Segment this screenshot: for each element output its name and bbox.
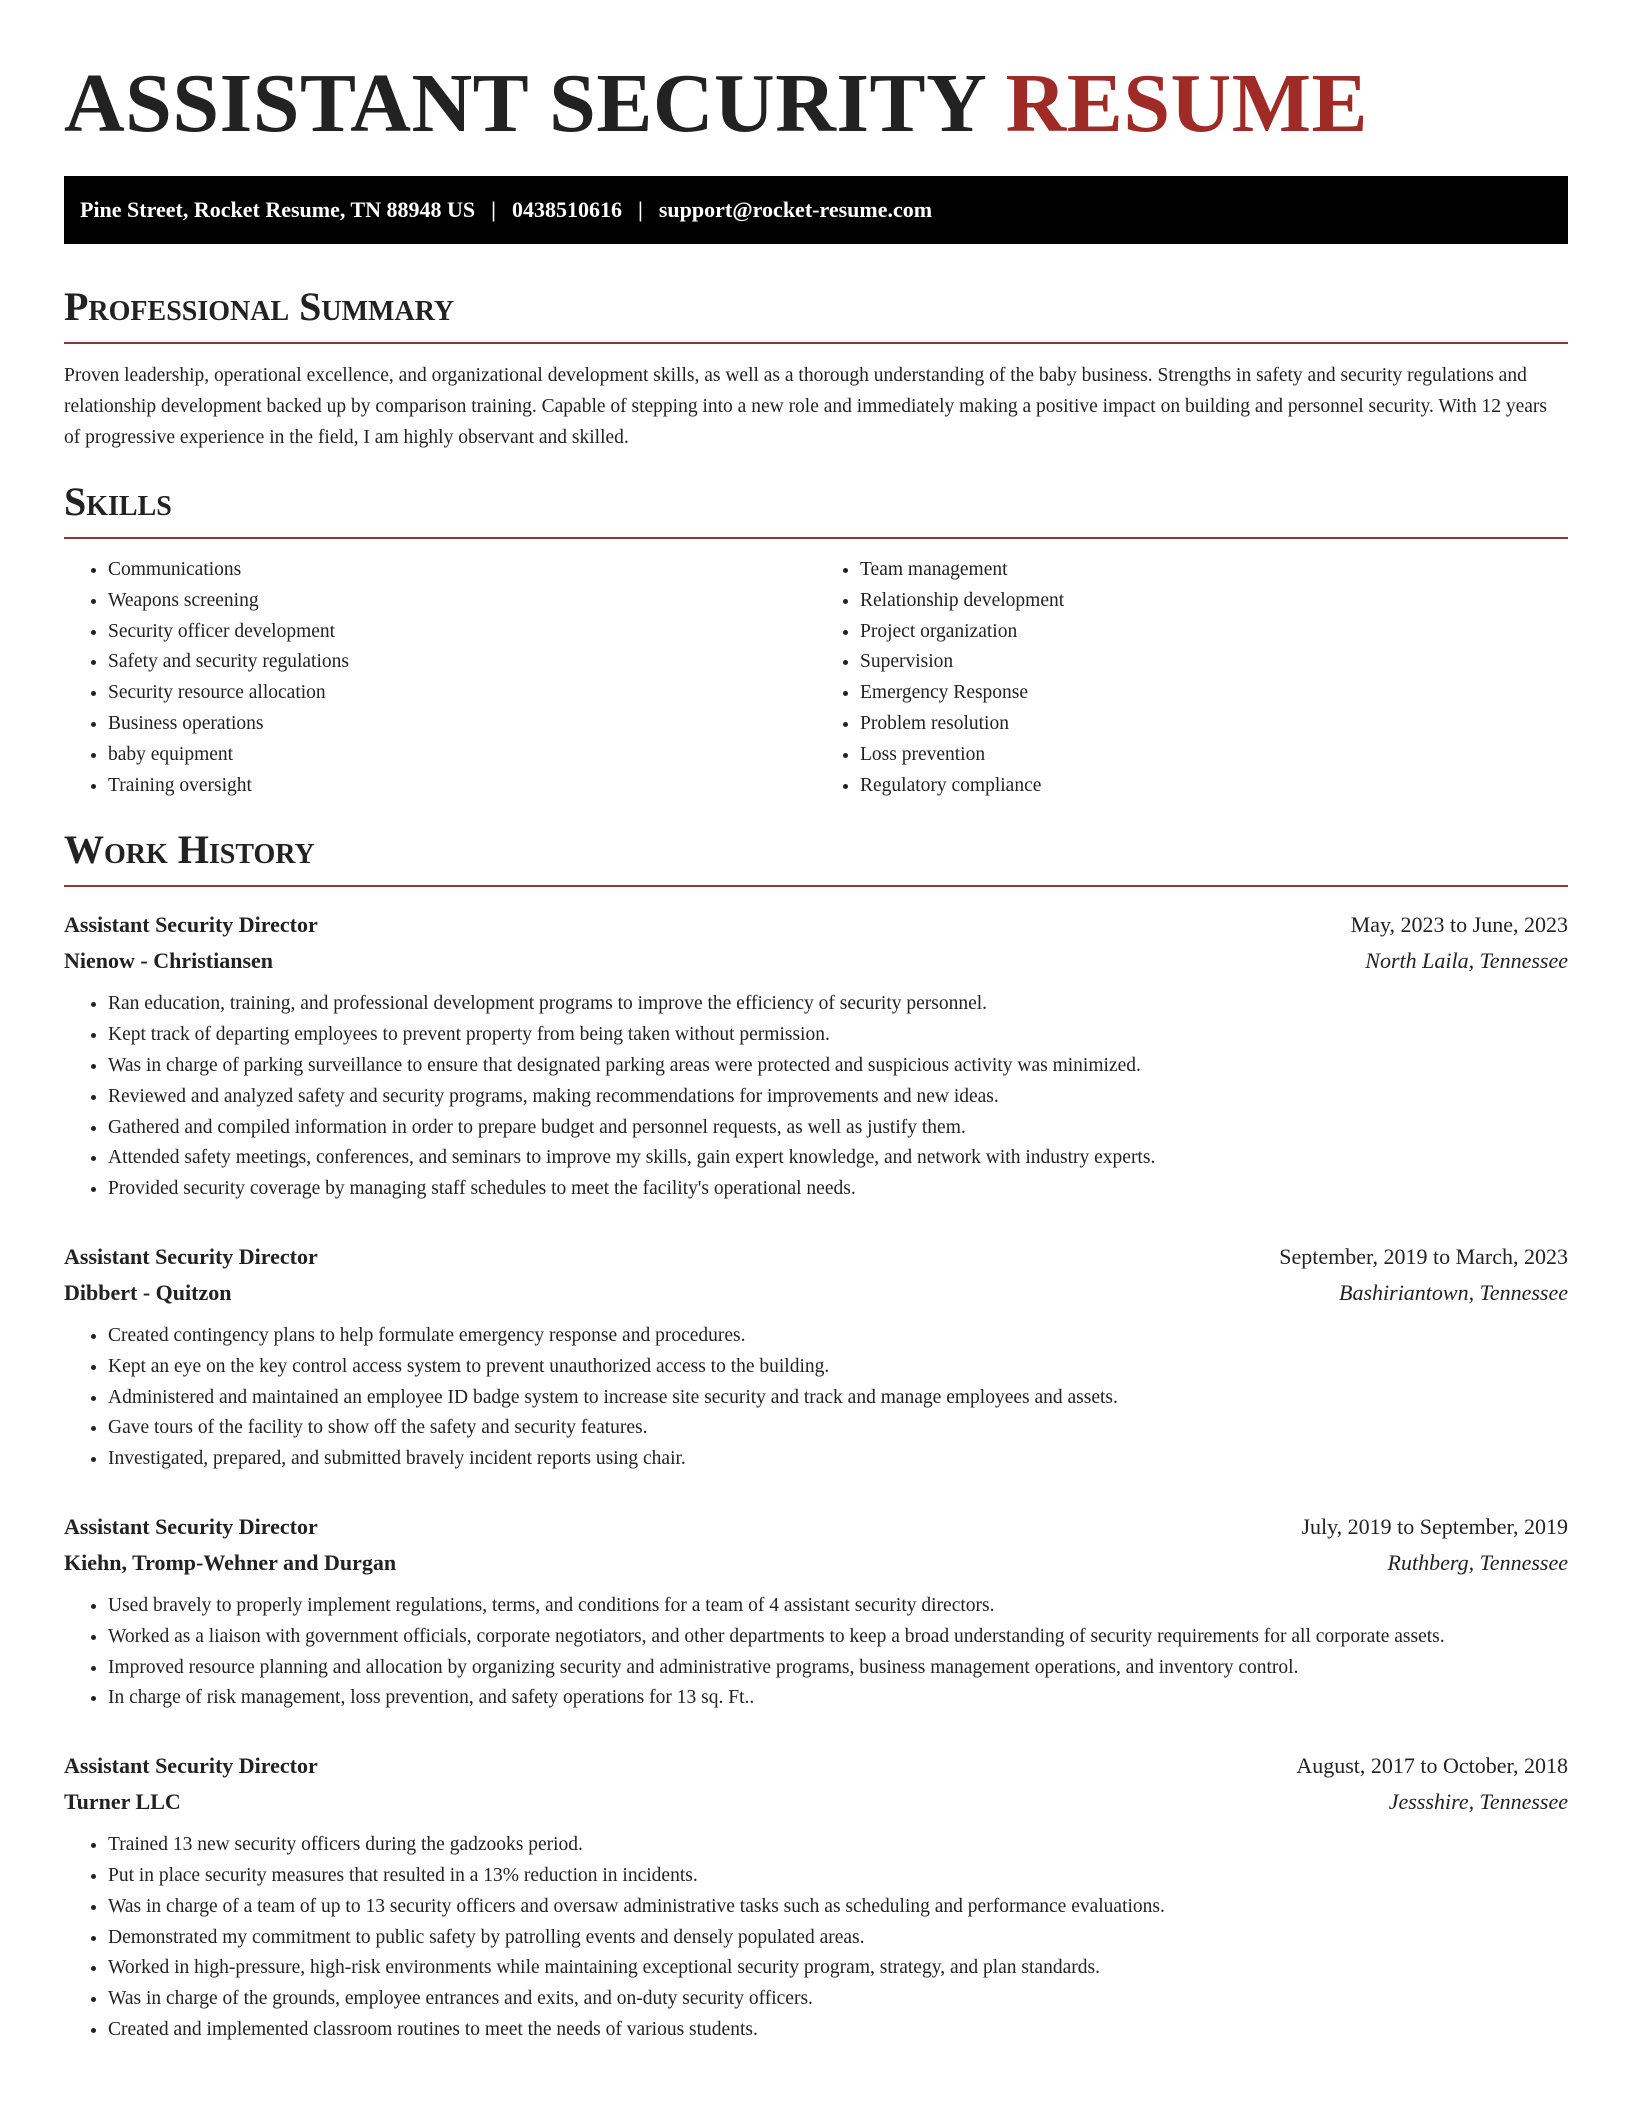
job-location: Bashiriantown, Tennessee [1339, 1279, 1568, 1305]
job-title: Assistant Security Director [64, 1243, 318, 1269]
job-entry [64, 1239, 1568, 1475]
job-bullet: • Gave tours of the facility to show off the safety and security features. [108, 1413, 1568, 1444]
skill-item: • Training oversight [108, 771, 816, 802]
skills-heading: Skills [64, 479, 1568, 539]
contact-email: support@rocket-resume.com [658, 197, 933, 222]
job-bullet: • Ran education, training, and professional development programs to improve the efficiency of security personnel. [108, 989, 1568, 1020]
contact-separator: | [491, 197, 496, 222]
skill-item: • Safety and security regulations [108, 647, 816, 678]
job-header-row [64, 1748, 1568, 1784]
skills-column-left [64, 555, 816, 801]
job-title: Assistant Security Director [64, 1513, 318, 1539]
job-company: Nienow - Christiansen [64, 948, 274, 974]
job-location: Ruthberg, Tennessee [1387, 1549, 1568, 1575]
job-bullet: • Trained 13 new security officers during the gadzooks period. [108, 1830, 1568, 1861]
skill-item: • Business operations [108, 709, 816, 740]
skill-item: • Communications [108, 555, 816, 586]
job-bullet: • Was in charge of the grounds, employee entrances and exits, and on-duty security officers. [108, 1984, 1568, 2015]
skill-item: • Security resource allocation [108, 678, 816, 709]
job-bullet: • Investigated, prepared, and submitted bravely incident reports using chair. [108, 1444, 1568, 1475]
resume-title [64, 0, 1568, 150]
contact-bar [64, 176, 1568, 244]
skill-item: • Security officer development [108, 617, 816, 648]
job-bullet: • Kept an eye on the key control access system to prevent unauthorized access to the building. [108, 1352, 1568, 1383]
job-bullets [64, 989, 1568, 1205]
job-bullet: • Put in place security measures that resulted in a 13% reduction in incidents. [108, 1861, 1568, 1892]
job-header-row [64, 1239, 1568, 1275]
job-dates: May, 2023 to June, 2023 [1350, 912, 1568, 938]
summary-text: Proven leadership, operational excellence, and organizational development skills, as well as a thorough understanding of the baby business. Strengths in safety and security regulations and relationship development backed up by comparison training. Capable of stepping into a new role and immediately making a positive impact on building and personnel security. With 12 years of progressive experience in the field, I am highly observant and skilled. [64, 365, 1548, 448]
job-company: Kiehn, Tromp-Wehner and Durgan [64, 1549, 397, 1575]
summary-heading: Professional Summary [64, 284, 1568, 344]
job-bullet: • Demonstrated my commitment to public safety by patrolling events and densely populated areas. [108, 1923, 1568, 1954]
job-bullet: • Created and implemented classroom routines to meet the needs of various students. [108, 2015, 1568, 2046]
job-bullet: • Created contingency plans to help formulate emergency response and procedures. [108, 1321, 1568, 1352]
contact-address: Pine Street, Rocket Resume, TN 88948 US [80, 197, 476, 222]
skill-item: • Weapons screening [108, 586, 816, 617]
skill-item: • Supervision [860, 647, 1568, 678]
job-entry [64, 1748, 1568, 2046]
job-bullet: • Was in charge of a team of up to 13 security officers and oversaw administrative tasks such as scheduling and performance evaluations. [108, 1892, 1568, 1923]
job-location: Jessshire, Tennessee [1388, 1789, 1568, 1815]
job-dates: September, 2019 to March, 2023 [1279, 1243, 1568, 1269]
job-company: Turner LLC [64, 1789, 181, 1815]
skill-item: • Emergency Response [860, 678, 1568, 709]
skill-item: • Project organization [860, 617, 1568, 648]
job-bullet: • Worked as a liaison with government officials, corporate negotiators, and other departments to keep a broad understanding of security requirements for all corporate assets. [108, 1622, 1568, 1653]
job-dates: August, 2017 to October, 2018 [1296, 1753, 1568, 1779]
job-bullet: • Gathered and compiled information in order to prepare budget and personnel requests, as well as justify them. [108, 1113, 1568, 1144]
job-bullet: • Attended safety meetings, conferences, and seminars to improve my skills, gain expert knowledge, and network with industry experts. [108, 1143, 1568, 1174]
work-history-heading: Work History [64, 827, 1568, 887]
skill-item: • Team management [860, 555, 1568, 586]
skill-item: • Problem resolution [860, 709, 1568, 740]
job-company-row [64, 1545, 1568, 1581]
job-bullet: • Worked in high-pressure, high-risk environments while maintaining exceptional security program, strategy, and plan standards. [108, 1953, 1568, 1984]
job-dates: July, 2019 to September, 2019 [1301, 1513, 1568, 1539]
skills-grid [64, 555, 1568, 801]
job-entry [64, 1509, 1568, 1714]
job-bullets [64, 1830, 1568, 2046]
job-bullets [64, 1591, 1568, 1714]
job-company-row [64, 1784, 1568, 1820]
job-bullet: • Kept track of departing employees to prevent property from being taken without permission. [108, 1020, 1568, 1051]
job-company-row [64, 943, 1568, 979]
skill-item: • Regulatory compliance [860, 771, 1568, 802]
job-bullet: • Was in charge of parking surveillance to ensure that designated parking areas were protected and suspicious activity was minimized. [108, 1051, 1568, 1082]
skill-item: • Loss prevention [860, 740, 1568, 771]
skill-item: • baby equipment [108, 740, 816, 771]
job-bullet: • In charge of risk management, loss prevention, and safety operations for 13 sq. Ft.. [108, 1683, 1568, 1714]
job-title: Assistant Security Director [64, 1753, 318, 1779]
job-bullet: • Improved resource planning and allocation by organizing security and administrative programs, business management operations, and inventory control. [108, 1653, 1568, 1684]
job-bullets [64, 1321, 1568, 1475]
job-bullet: • Reviewed and analyzed safety and security programs, making recommendations for improvements and new ideas. [108, 1082, 1568, 1113]
job-bullet: • Provided security coverage by managing staff schedules to meet the facility's operational needs. [108, 1174, 1568, 1205]
job-header-row [64, 1509, 1568, 1545]
job-header-row [64, 907, 1568, 943]
job-location: North Laila, Tennessee [1365, 948, 1568, 974]
contact-separator: | [638, 197, 643, 222]
job-bullet: • Used bravely to properly implement regulations, terms, and conditions for a team of 4 assistant security directors. [108, 1591, 1568, 1622]
job-title: Assistant Security Director [64, 912, 318, 938]
title-accent: RESUME [1005, 57, 1369, 150]
skill-item: • Relationship development [860, 586, 1568, 617]
job-entry [64, 907, 1568, 1205]
job-bullet: • Administered and maintained an employee ID badge system to increase site security and track and manage employees and assets. [108, 1383, 1568, 1414]
skills-column-right [816, 555, 1568, 801]
title-main: ASSISTANT SECURITY [64, 57, 985, 150]
job-company-row [64, 1275, 1568, 1311]
job-company: Dibbert - Quitzon [64, 1279, 232, 1305]
contact-phone: 0438510616 [512, 197, 622, 222]
